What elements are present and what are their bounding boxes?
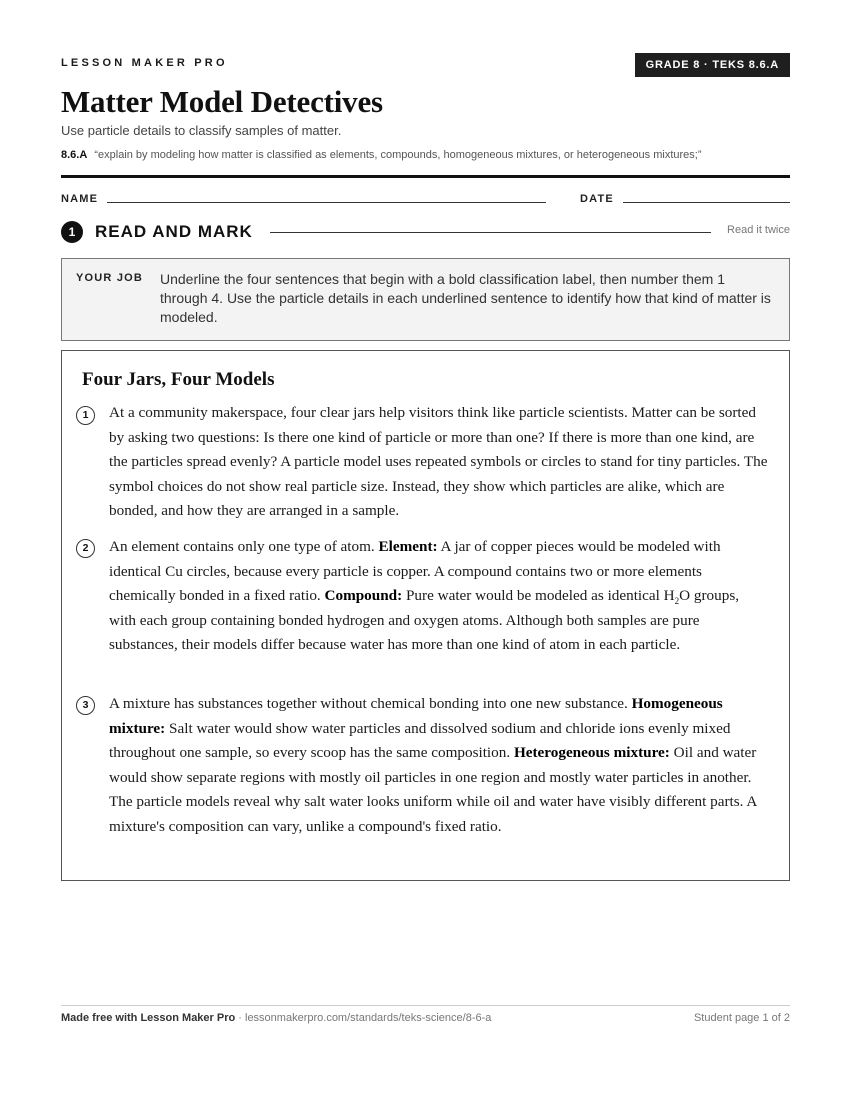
date-label: DATE xyxy=(580,193,614,205)
reading-passage xyxy=(61,350,790,881)
paragraph-text: Salt water would show water particles and dissolved sodium and chloride ions evenly mixed throughout one sample, so every scoop has the same composition. xyxy=(109,719,731,761)
paragraph-number-2: 2 xyxy=(76,539,95,558)
paragraph-text: O groups, with each group containing bonded hydrogen and oxygen atoms. Although both samples are pure substances, their models differ because water has more than one kind of atom in each particle. xyxy=(109,587,740,653)
instructions-box xyxy=(61,258,790,341)
footer-separator: · xyxy=(235,1012,245,1024)
page-title: Matter Model Detectives xyxy=(61,84,383,119)
classification-label-element: Element: xyxy=(378,538,438,555)
grade-badge: GRADE 8 · TEKS 8.6.A xyxy=(635,53,790,77)
paragraph-text: An element contains only one type of atom. xyxy=(109,538,379,555)
brand-name: LESSON MAKER PRO xyxy=(61,57,228,69)
standard-code: 8.6.A xyxy=(61,149,88,161)
worksheet-page xyxy=(61,0,790,1100)
footer-divider xyxy=(61,1005,790,1006)
paragraph-text: At a community makerspace, four clear jars help visitors think like particle scientists. Matter can be sorted by asking two questions: Is there one kind of particle or more than one? If there is more than one kind, are the particles spread evenly? A particle model uses repeated symbols or circles to stand for tiny particles. The symbol choices do not show real particle size. Instead, they show which particles are alike, which are bonded, and how they are arranged in a sample. xyxy=(109,404,768,519)
section-divider xyxy=(270,232,711,233)
section-note: Read it twice xyxy=(727,224,790,236)
date-field[interactable] xyxy=(623,202,790,203)
footer-page-number: Student page 1 of 2 xyxy=(693,1012,790,1024)
instructions-text: Underline the four sentences that begin with a bold classification label, then number them 1 through 4. Use the particle details in each underlined sentence to identify how that kind of matter is modeled. xyxy=(160,271,771,325)
name-field[interactable] xyxy=(107,202,546,203)
header-divider xyxy=(61,175,790,178)
page-subtitle: Use particle details to classify samples of matter. xyxy=(61,123,342,138)
paragraph-1 xyxy=(109,401,769,524)
paragraph-number-1: 1 xyxy=(76,406,95,425)
paragraph-text: A mixture has substances together without chemical bonding into one new substance. xyxy=(109,695,632,712)
classification-label-homogeneous: Homogeneous mixture: xyxy=(109,695,723,737)
footer-url[interactable]: lessonmakerpro.com/standards/teks-science/8-6-a xyxy=(245,1012,492,1024)
subscript: 2 xyxy=(674,596,680,607)
paragraph-text: Pure water would be modeled as identical H xyxy=(402,587,675,604)
name-label: NAME xyxy=(61,193,99,205)
paragraph-2 xyxy=(109,535,769,658)
classification-label-compound: Compound: xyxy=(324,587,403,604)
section-title: READ AND MARK xyxy=(95,222,253,241)
paragraph-number-3: 3 xyxy=(76,696,95,715)
standard-line xyxy=(61,149,702,161)
paragraph-text: Oil and water would show separate regions with mostly oil particles in one region and mostly water particles in another. The particle models reveal why salt water looks uniform while oil and water have visibly different parts. A mixture's composition can vary, unlike a compound's fixed ratio. xyxy=(109,744,757,835)
footer-made-by: Made free with Lesson Maker Pro xyxy=(61,1012,236,1024)
section-number-badge: 1 xyxy=(61,221,83,243)
classification-label-heterogeneous: Heterogeneous mixture: xyxy=(513,744,670,761)
standard-text: “explain by modeling how matter is classified as elements, compounds, homogeneous mixtures, or heterogeneous mixtures;” xyxy=(94,149,702,161)
instructions-label: YOUR JOB xyxy=(76,272,144,284)
paragraph-3 xyxy=(109,692,769,839)
passage-title: Four Jars, Four Models xyxy=(82,369,275,390)
footer-credit xyxy=(61,1012,491,1024)
paragraph-text: A jar of copper pieces would be modeled with identical Cu circles, because every particle is copper. A compound contains two or more elements chemically bonded in a fixed ratio. xyxy=(109,538,721,604)
